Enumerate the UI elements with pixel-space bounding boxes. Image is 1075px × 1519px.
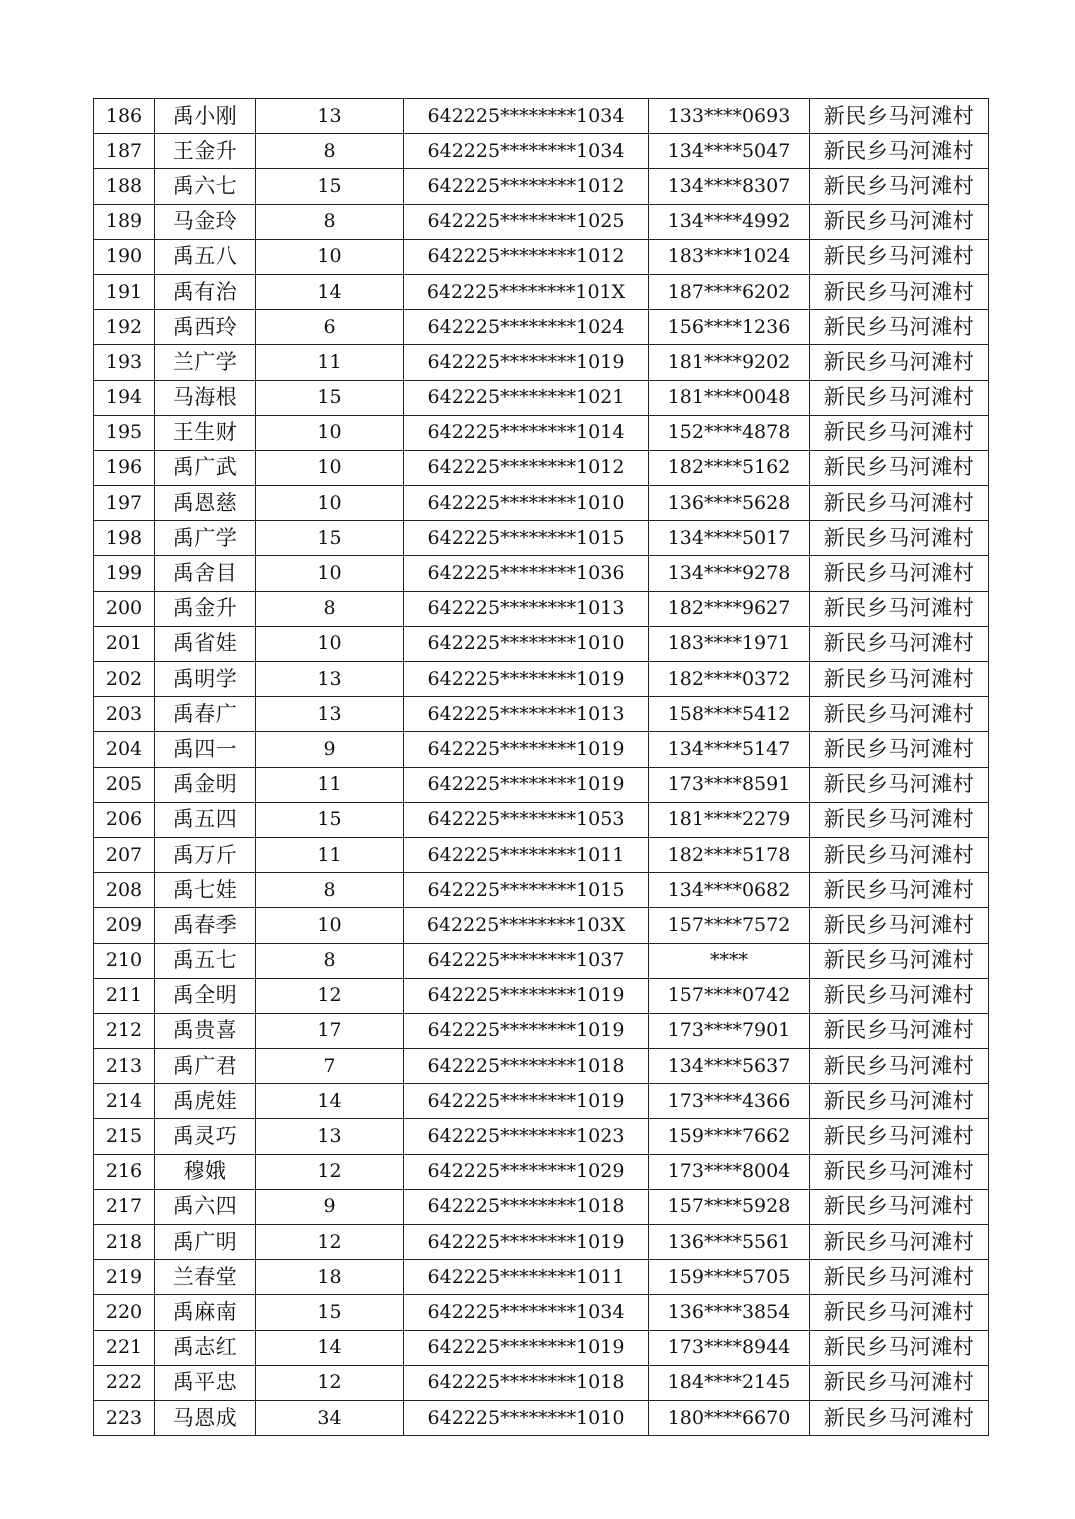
- cell-village: 新民乡马河滩村: [810, 345, 989, 380]
- cell-phone: 183****1971: [649, 626, 810, 661]
- cell-village: 新民乡马河滩村: [810, 662, 989, 697]
- cell-amount: 10: [256, 415, 404, 450]
- cell-name: 王金升: [155, 134, 256, 169]
- cell-phone: 173****7901: [649, 1013, 810, 1048]
- cell-name: 穆娥: [155, 1154, 256, 1189]
- cell-name: 禹广君: [155, 1049, 256, 1084]
- cell-phone: 134****8307: [649, 169, 810, 204]
- cell-id-number: 642225********1018: [404, 1049, 649, 1084]
- cell-name: 禹金明: [155, 767, 256, 802]
- cell-index: 215: [94, 1119, 155, 1154]
- cell-amount: 12: [256, 1154, 404, 1189]
- cell-village: 新民乡马河滩村: [810, 802, 989, 837]
- cell-amount: 13: [256, 99, 404, 134]
- cell-name: 禹春广: [155, 697, 256, 732]
- cell-name: 禹七娃: [155, 873, 256, 908]
- cell-village: 新民乡马河滩村: [810, 943, 989, 978]
- cell-index: 196: [94, 450, 155, 485]
- cell-name: 禹五四: [155, 802, 256, 837]
- cell-id-number: 642225********103X: [404, 908, 649, 943]
- cell-village: 新民乡马河滩村: [810, 274, 989, 309]
- cell-amount: 15: [256, 1295, 404, 1330]
- cell-amount: 15: [256, 802, 404, 837]
- cell-amount: 6: [256, 310, 404, 345]
- table-row: [94, 521, 989, 556]
- cell-index: 222: [94, 1365, 155, 1400]
- cell-amount: 10: [256, 239, 404, 274]
- cell-amount: 11: [256, 837, 404, 872]
- cell-amount: 13: [256, 662, 404, 697]
- cell-id-number: 642225********101X: [404, 274, 649, 309]
- cell-phone: 183****1024: [649, 239, 810, 274]
- cell-id-number: 642225********1019: [404, 1330, 649, 1365]
- cell-amount: 34: [256, 1400, 404, 1435]
- cell-name: 禹五八: [155, 239, 256, 274]
- cell-id-number: 642225********1025: [404, 204, 649, 239]
- cell-id-number: 642225********1018: [404, 1365, 649, 1400]
- cell-id-number: 642225********1012: [404, 450, 649, 485]
- cell-phone: 134****5147: [649, 732, 810, 767]
- cell-phone: 134****5017: [649, 521, 810, 556]
- cell-id-number: 642225********1023: [404, 1119, 649, 1154]
- cell-id-number: 642225********1019: [404, 978, 649, 1013]
- cell-id-number: 642225********1019: [404, 1013, 649, 1048]
- cell-village: 新民乡马河滩村: [810, 134, 989, 169]
- cell-index: 193: [94, 345, 155, 380]
- cell-index: 209: [94, 908, 155, 943]
- cell-name: 禹六四: [155, 1189, 256, 1224]
- table-row: [94, 978, 989, 1013]
- cell-village: 新民乡马河滩村: [810, 1365, 989, 1400]
- table-row: [94, 204, 989, 239]
- cell-index: 186: [94, 99, 155, 134]
- cell-id-number: 642225********1019: [404, 1225, 649, 1260]
- cell-id-number: 642225********1019: [404, 732, 649, 767]
- cell-index: 212: [94, 1013, 155, 1048]
- cell-phone: 134****5637: [649, 1049, 810, 1084]
- cell-index: 218: [94, 1225, 155, 1260]
- cell-index: 192: [94, 310, 155, 345]
- cell-village: 新民乡马河滩村: [810, 239, 989, 274]
- cell-amount: 14: [256, 274, 404, 309]
- cell-id-number: 642225********1019: [404, 345, 649, 380]
- table-row: [94, 908, 989, 943]
- cell-id-number: 642225********1010: [404, 486, 649, 521]
- table-row: [94, 1154, 989, 1189]
- cell-id-number: 642225********1034: [404, 1295, 649, 1330]
- table-row: [94, 1225, 989, 1260]
- cell-index: 207: [94, 837, 155, 872]
- cell-index: 188: [94, 169, 155, 204]
- cell-id-number: 642225********1018: [404, 1189, 649, 1224]
- cell-village: 新民乡马河滩村: [810, 1049, 989, 1084]
- table-row: [94, 837, 989, 872]
- cell-amount: 8: [256, 204, 404, 239]
- cell-index: 189: [94, 204, 155, 239]
- table-row: [94, 732, 989, 767]
- cell-index: 206: [94, 802, 155, 837]
- table-row: [94, 873, 989, 908]
- cell-name: 禹春季: [155, 908, 256, 943]
- cell-index: 202: [94, 662, 155, 697]
- cell-name: 禹五七: [155, 943, 256, 978]
- cell-phone: 157****0742: [649, 978, 810, 1013]
- table-row: [94, 767, 989, 802]
- table-row: [94, 310, 989, 345]
- cell-amount: 9: [256, 1189, 404, 1224]
- cell-id-number: 642225********1019: [404, 767, 649, 802]
- cell-index: 210: [94, 943, 155, 978]
- cell-index: 221: [94, 1330, 155, 1365]
- cell-name: 禹广学: [155, 521, 256, 556]
- cell-phone: 156****1236: [649, 310, 810, 345]
- cell-amount: 12: [256, 1225, 404, 1260]
- cell-id-number: 642225********1034: [404, 99, 649, 134]
- cell-name: 禹灵巧: [155, 1119, 256, 1154]
- cell-phone: 159****7662: [649, 1119, 810, 1154]
- cell-name: 禹广武: [155, 450, 256, 485]
- cell-index: 213: [94, 1049, 155, 1084]
- cell-phone: 182****9627: [649, 591, 810, 626]
- cell-name: 马金玲: [155, 204, 256, 239]
- cell-phone: 173****8591: [649, 767, 810, 802]
- cell-index: 195: [94, 415, 155, 450]
- cell-id-number: 642225********1019: [404, 662, 649, 697]
- cell-village: 新民乡马河滩村: [810, 1084, 989, 1119]
- cell-index: 217: [94, 1189, 155, 1224]
- cell-village: 新民乡马河滩村: [810, 732, 989, 767]
- table-row: [94, 169, 989, 204]
- cell-name: 禹贵喜: [155, 1013, 256, 1048]
- cell-index: 204: [94, 732, 155, 767]
- cell-index: 187: [94, 134, 155, 169]
- cell-amount: 14: [256, 1330, 404, 1365]
- cell-phone: 182****0372: [649, 662, 810, 697]
- cell-village: 新民乡马河滩村: [810, 837, 989, 872]
- cell-amount: 15: [256, 169, 404, 204]
- cell-index: 219: [94, 1260, 155, 1295]
- table-row: [94, 239, 989, 274]
- cell-name: 禹六七: [155, 169, 256, 204]
- cell-phone: 157****5928: [649, 1189, 810, 1224]
- cell-amount: 12: [256, 978, 404, 1013]
- cell-id-number: 642225********1024: [404, 310, 649, 345]
- table-row: [94, 697, 989, 732]
- cell-phone: 134****9278: [649, 556, 810, 591]
- cell-village: 新民乡马河滩村: [810, 486, 989, 521]
- cell-amount: 8: [256, 873, 404, 908]
- cell-name: 禹舍目: [155, 556, 256, 591]
- cell-phone: 158****5412: [649, 697, 810, 732]
- cell-village: 新民乡马河滩村: [810, 626, 989, 661]
- table-row: [94, 943, 989, 978]
- cell-id-number: 642225********1034: [404, 134, 649, 169]
- cell-index: 216: [94, 1154, 155, 1189]
- cell-name: 马海根: [155, 380, 256, 415]
- cell-index: 199: [94, 556, 155, 591]
- cell-amount: 8: [256, 943, 404, 978]
- cell-index: 220: [94, 1295, 155, 1330]
- table-row: [94, 415, 989, 450]
- cell-village: 新民乡马河滩村: [810, 450, 989, 485]
- cell-phone: 173****4366: [649, 1084, 810, 1119]
- cell-name: 禹西玲: [155, 310, 256, 345]
- cell-index: 205: [94, 767, 155, 802]
- table-row: [94, 1119, 989, 1154]
- cell-phone: 181****2279: [649, 802, 810, 837]
- cell-amount: 10: [256, 556, 404, 591]
- cell-name: 兰春堂: [155, 1260, 256, 1295]
- table-row: [94, 1365, 989, 1400]
- cell-index: 201: [94, 626, 155, 661]
- cell-amount: 9: [256, 732, 404, 767]
- cell-village: 新民乡马河滩村: [810, 908, 989, 943]
- cell-phone: 159****5705: [649, 1260, 810, 1295]
- table-row: [94, 1084, 989, 1119]
- cell-phone: 136****5628: [649, 486, 810, 521]
- cell-phone: 182****5162: [649, 450, 810, 485]
- cell-name: 马恩成: [155, 1400, 256, 1435]
- cell-amount: 13: [256, 697, 404, 732]
- cell-id-number: 642225********1021: [404, 380, 649, 415]
- table-row: [94, 591, 989, 626]
- cell-village: 新民乡马河滩村: [810, 873, 989, 908]
- cell-id-number: 642225********1053: [404, 802, 649, 837]
- cell-phone: 180****6670: [649, 1400, 810, 1435]
- cell-amount: 15: [256, 380, 404, 415]
- table-row: [94, 99, 989, 134]
- table-row: [94, 1189, 989, 1224]
- table-row: [94, 486, 989, 521]
- cell-village: 新民乡马河滩村: [810, 556, 989, 591]
- table-row: [94, 802, 989, 837]
- cell-amount: 8: [256, 591, 404, 626]
- cell-phone: 173****8944: [649, 1330, 810, 1365]
- cell-village: 新民乡马河滩村: [810, 1295, 989, 1330]
- cell-amount: 10: [256, 450, 404, 485]
- cell-village: 新民乡马河滩村: [810, 1330, 989, 1365]
- cell-name: 禹全明: [155, 978, 256, 1013]
- cell-village: 新民乡马河滩村: [810, 591, 989, 626]
- cell-amount: 7: [256, 1049, 404, 1084]
- cell-village: 新民乡马河滩村: [810, 1225, 989, 1260]
- roster-table: [93, 98, 989, 1436]
- cell-phone: 184****2145: [649, 1365, 810, 1400]
- cell-name: 兰广学: [155, 345, 256, 380]
- cell-id-number: 642225********1012: [404, 169, 649, 204]
- table-row: [94, 1295, 989, 1330]
- cell-phone: 134****5047: [649, 134, 810, 169]
- cell-village: 新民乡马河滩村: [810, 204, 989, 239]
- table-row: [94, 1400, 989, 1435]
- cell-village: 新民乡马河滩村: [810, 1189, 989, 1224]
- cell-index: 203: [94, 697, 155, 732]
- cell-phone: 181****0048: [649, 380, 810, 415]
- cell-phone: 181****9202: [649, 345, 810, 380]
- cell-amount: 11: [256, 767, 404, 802]
- cell-index: 214: [94, 1084, 155, 1119]
- cell-id-number: 642225********1015: [404, 873, 649, 908]
- cell-phone: 182****5178: [649, 837, 810, 872]
- roster-body: [94, 99, 989, 1436]
- cell-name: 禹广明: [155, 1225, 256, 1260]
- cell-amount: 11: [256, 345, 404, 380]
- cell-index: 191: [94, 274, 155, 309]
- table-row: [94, 626, 989, 661]
- cell-village: 新民乡马河滩村: [810, 99, 989, 134]
- cell-amount: 14: [256, 1084, 404, 1119]
- cell-id-number: 642225********1015: [404, 521, 649, 556]
- cell-phone: 152****4878: [649, 415, 810, 450]
- cell-id-number: 642225********1037: [404, 943, 649, 978]
- cell-amount: 10: [256, 908, 404, 943]
- table-row: [94, 1013, 989, 1048]
- cell-village: 新民乡马河滩村: [810, 1400, 989, 1435]
- cell-village: 新民乡马河滩村: [810, 767, 989, 802]
- cell-name: 禹四一: [155, 732, 256, 767]
- cell-id-number: 642225********1011: [404, 1260, 649, 1295]
- cell-index: 198: [94, 521, 155, 556]
- cell-phone: 173****8004: [649, 1154, 810, 1189]
- cell-phone: 134****0682: [649, 873, 810, 908]
- cell-id-number: 642225********1012: [404, 239, 649, 274]
- table-row: [94, 1330, 989, 1365]
- table-row: [94, 380, 989, 415]
- cell-index: 200: [94, 591, 155, 626]
- cell-id-number: 642225********1014: [404, 415, 649, 450]
- cell-index: 223: [94, 1400, 155, 1435]
- cell-village: 新民乡马河滩村: [810, 697, 989, 732]
- cell-village: 新民乡马河滩村: [810, 1119, 989, 1154]
- cell-name: 禹麻南: [155, 1295, 256, 1330]
- cell-village: 新民乡马河滩村: [810, 380, 989, 415]
- table-row: [94, 662, 989, 697]
- table-row: [94, 450, 989, 485]
- cell-phone: 136****5561: [649, 1225, 810, 1260]
- cell-amount: 18: [256, 1260, 404, 1295]
- cell-phone: 133****0693: [649, 99, 810, 134]
- cell-name: 禹明学: [155, 662, 256, 697]
- cell-village: 新民乡马河滩村: [810, 978, 989, 1013]
- cell-index: 194: [94, 380, 155, 415]
- cell-id-number: 642225********1013: [404, 591, 649, 626]
- cell-amount: 10: [256, 626, 404, 661]
- cell-phone: 187****6202: [649, 274, 810, 309]
- cell-name: 禹小刚: [155, 99, 256, 134]
- cell-village: 新民乡马河滩村: [810, 1154, 989, 1189]
- cell-name: 禹金升: [155, 591, 256, 626]
- cell-id-number: 642225********1019: [404, 1084, 649, 1119]
- cell-id-number: 642225********1036: [404, 556, 649, 591]
- cell-village: 新民乡马河滩村: [810, 415, 989, 450]
- table-row: [94, 134, 989, 169]
- cell-amount: 15: [256, 521, 404, 556]
- cell-name: 禹恩慈: [155, 486, 256, 521]
- cell-amount: 8: [256, 134, 404, 169]
- cell-name: 禹志红: [155, 1330, 256, 1365]
- cell-name: 王生财: [155, 415, 256, 450]
- cell-id-number: 642225********1010: [404, 1400, 649, 1435]
- cell-name: 禹万斤: [155, 837, 256, 872]
- cell-id-number: 642225********1013: [404, 697, 649, 732]
- cell-phone: 157****7572: [649, 908, 810, 943]
- cell-phone: 134****4992: [649, 204, 810, 239]
- cell-phone: 136****3854: [649, 1295, 810, 1330]
- cell-index: 197: [94, 486, 155, 521]
- cell-amount: 10: [256, 486, 404, 521]
- table-row: [94, 1049, 989, 1084]
- cell-id-number: 642225********1029: [404, 1154, 649, 1189]
- cell-name: 禹省娃: [155, 626, 256, 661]
- table-row: [94, 274, 989, 309]
- cell-village: 新民乡马河滩村: [810, 1013, 989, 1048]
- cell-village: 新民乡马河滩村: [810, 169, 989, 204]
- cell-phone: ****: [649, 943, 810, 978]
- table-row: [94, 345, 989, 380]
- cell-amount: 12: [256, 1365, 404, 1400]
- cell-index: 190: [94, 239, 155, 274]
- cell-amount: 13: [256, 1119, 404, 1154]
- cell-village: 新民乡马河滩村: [810, 1260, 989, 1295]
- cell-index: 208: [94, 873, 155, 908]
- cell-village: 新民乡马河滩村: [810, 310, 989, 345]
- cell-amount: 17: [256, 1013, 404, 1048]
- table-row: [94, 1260, 989, 1295]
- cell-name: 禹虎娃: [155, 1084, 256, 1119]
- cell-name: 禹有治: [155, 274, 256, 309]
- cell-id-number: 642225********1011: [404, 837, 649, 872]
- table-row: [94, 556, 989, 591]
- cell-index: 211: [94, 978, 155, 1013]
- cell-village: 新民乡马河滩村: [810, 521, 989, 556]
- cell-name: 禹平忠: [155, 1365, 256, 1400]
- cell-id-number: 642225********1010: [404, 626, 649, 661]
